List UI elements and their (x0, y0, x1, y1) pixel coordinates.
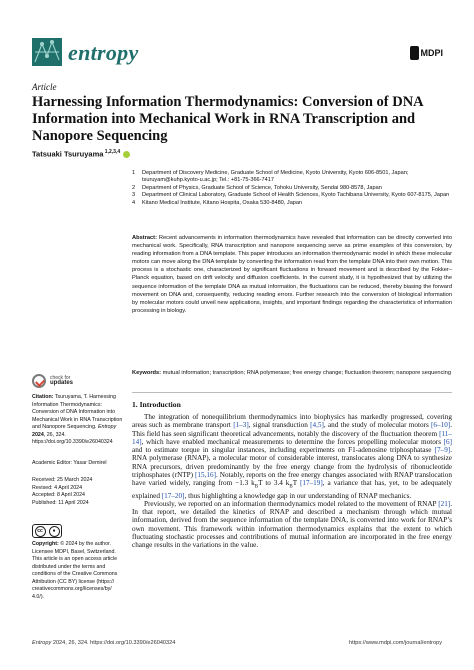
date-revised: Revised: 4 April 2024 (32, 484, 83, 491)
paragraph (132, 500, 452, 550)
reference-link[interactable]: [6–10] (431, 421, 451, 430)
abstract (132, 234, 452, 315)
journal-name[interactable]: entropy (68, 40, 139, 65)
check-for-updates-button[interactable] (32, 374, 73, 388)
keywords-text: mutual information; transcription; RNA polymerase; free energy change; fluctuation theorem; nanopore sequencing (162, 370, 452, 376)
copyright-label: Copyright: (32, 541, 59, 547)
citation-label: Citation: (32, 394, 54, 400)
affiliation-number: 4 (132, 199, 136, 206)
citation (32, 394, 124, 447)
text-run: , which have enabled mechanical measurements to determine the forces propelling molecular motors (141, 437, 444, 446)
text-run: . RNA polymerase (RNAP), a molecular motor of considerable interest, translocates along DNA to synthesize RNA precursors, driven predominantly by the free energy change from the hydrolysis of ribonucleotide triphosphates (rNTP) (132, 446, 452, 479)
keywords (132, 369, 452, 377)
affiliation-number: 3 (132, 192, 136, 199)
text-run: T to 3.4 k (258, 479, 290, 487)
reference-link[interactable]: [7–9] (434, 446, 451, 454)
cc-icon: cc (35, 526, 46, 537)
abstract-label: Abstract: (132, 235, 157, 241)
section-heading: 1. Introduction (132, 400, 181, 409)
keywords-label: Keywords: (132, 370, 162, 376)
affiliation-text: Department of Discovery Medicine, Graduate School of Medicine, Kyoto University, Kyoto 606-8501, Japan; tsuruyam@kuhp.kyoto-u.ac.jp; Tel.: +81-75-366-7417 (142, 170, 409, 184)
mdpi-logo-icon (410, 46, 419, 60)
author-line (32, 149, 130, 159)
author-affiliation-marks: 1,2,3,4 (103, 149, 121, 155)
reference-link[interactable]: [1–3] (233, 421, 249, 430)
footer-citation (32, 640, 175, 646)
academic-editor: Academic Editor: Yasar Demirel (32, 460, 107, 466)
check-updates-label (50, 376, 73, 387)
article-title: Harnessing Information Thermodynamics: Conversion of DNA Information into Mechanical Work in RNA Transcription and Nanopore Sequencing (32, 94, 423, 144)
footer-journal: Entropy (32, 640, 52, 646)
text-run: , signal transduction (248, 421, 311, 430)
date-published: Published: 11 April 2024 (32, 499, 89, 506)
body-text (132, 413, 452, 549)
text-run: . In that report, we detailed the kinetics of RNAP and described a mechanism through which mutual information, derived from the sequence information of the template DNA, is converted into work for RNAP’s own movement. This framework within information thermodynamics explains that the extent to which fluctuating stochastic processes and contributions of mutual information are incorporated in the free energy change results in the variations in the value. (132, 499, 452, 550)
text-run: , and the study of molecular motors (323, 421, 432, 430)
publisher-logo[interactable] (410, 44, 443, 62)
text-run: , a variance that has, yet, to be adequately explained (132, 479, 452, 500)
affiliation-number: 2 (132, 184, 136, 191)
citation-year: 2024 (32, 431, 44, 438)
journal-logo-icon (32, 38, 62, 66)
author-name[interactable]: Tatsuaki Tsuruyama (32, 149, 104, 159)
text-run: . This field has seen significant theoretical advancements, notably the discovery of the fluctuation theorem (132, 421, 452, 438)
page-footer (32, 640, 442, 646)
affiliation-text: Department of Physics, Graduate School of Science, Tohoku University, Sendai 980-8578, Japan (142, 184, 382, 191)
reference-link[interactable]: [15,16] (195, 470, 216, 479)
affiliation-number: 1 (132, 170, 136, 176)
text-run: The integration of nonequilibrium thermodynamics into biophysics has markedly progressed, covering areas such as membrane transport (132, 413, 452, 430)
publisher-name: MDPI (420, 48, 443, 58)
reference-link[interactable]: [17–19] (299, 479, 323, 487)
abstract-text: Recent advancements in information thermodynamics have revealed that information can be directly converted into mechanical work. Specifically, RNA transcription and nanopore sequencing serve as prime examples of this conversion, by reading information from a DNA template. This paper introduces an information thermodynamic model in which these molecular motors can move along the DNA template by converting the information read from the template DNA into their own motion. This process is a stochastic one, characterized by significant fluctuations in forward movement and is described by the Fokker–Planck equation, based on drift velocity and diffusion coefficients. In the current study, it is hypothesized that by utilizing the sequence information of the template DNA as mutual information, the fluctuations can be reduced, thereby biasing the forward movement on DNA and, consequently, reducing reading errors. Further research into the conversion of biological information by molecular motors could unveil new applications, insights, and important findings regarding the characteristics of information processing in biology. (132, 235, 452, 314)
footer-doi[interactable]: 2024, 26, 324. https://doi.org/10.3390/e26040324 (51, 640, 176, 646)
copyright (32, 541, 124, 601)
publication-dates (32, 477, 124, 507)
citation-text: Tsuruyama, T. Harnessing Information Thermodynamics: Conversion of DNA Information into Mechanical Work in RNA Transcription and Nanopore Sequencing. (32, 394, 123, 430)
text-run: , thus highlighting a knowledge gap in our understanding of RNAP mechanics. (184, 491, 412, 500)
date-accepted: Accepted: 8 April 2024 (32, 492, 86, 498)
copyright-text: © 2024 by the author. Licensee MDPI, Basel, Switzerland. This article is an open access article distributed under the terms and conditions of the Creative Commons Attribution (CC BY) license (https:// creativecommons.org/licenses/by/ 4.0/). (32, 541, 118, 600)
reference-link[interactable]: [11–14] (132, 429, 452, 446)
cc-license-badge[interactable] (32, 524, 62, 538)
text-run: Previously, we reported on an information thermodynamics model related to the movement of RNAP (144, 499, 439, 508)
footer-url[interactable]: https://www.mdpi.com/journal/entropy (349, 640, 442, 646)
affiliation-text: Kitano Medical Institute, Kitano Hospita, Osaka 530-8480, Japan (142, 199, 303, 206)
reference-link[interactable]: [4,5] (310, 421, 324, 430)
reference-link[interactable]: [6] (443, 437, 452, 446)
article-type: Article (32, 82, 57, 92)
affiliation-text: Department of Clinical Laboratory, Graduate School of Health Sciences, Kyoto Tachibana University, Kyoto 607-8175, Japan (142, 192, 450, 199)
text-run: and to estimate torque in singular instances, including experiments on F1-adenosine triphosphatase (132, 446, 435, 454)
citation-doi[interactable]: , 26, 324. https://doi.org/10.3390/e26040324 (32, 431, 113, 445)
check-updates-line: updates (50, 380, 74, 386)
affiliations (132, 170, 452, 207)
affiliation-item (132, 200, 452, 207)
check-updates-icon (32, 374, 46, 388)
text-run: . Notably, reports on the free energy changes associated with RNAP translocation have varied widely, ranging from −1.3 k (132, 470, 452, 487)
reference-link[interactable]: [21] (438, 499, 451, 508)
check-updates-line: check for (50, 374, 71, 381)
section-divider (132, 392, 452, 393)
affiliation-item (132, 192, 452, 199)
text-run: T (292, 479, 300, 487)
affiliation-item (132, 170, 452, 185)
paragraph: The integration of nonequilibrium thermodynamics into biophysics has markedly progressed, covering areas such as membrane transport [1–3], signal transduction [4,5], and the study of molecular motors [6–10]. This field has seen significant theoretical advancements, notably the discovery of the fluctuation theorem [11–14], which have enabled mechanical measurements to determine the forces propelling molecular motors [6] and to estimate torque in singular instances, including experiments on F1-adenosine triphosphatase [7–9]. RNA polymerase (RNAP), a molecular motor of considerable interest, translocates along DNA to synthesize RNA precursors, driven predominantly by the free energy change from the hydrolysis of ribonucleotide triphosphates (rNTP) [15,16]. Notably, reports on the free energy changes associated with RNAP translocation have varied widely, ranging from −1.3 $k_BT$ to 3.4 $k_BT$ [17–19], a variance that has, yet, to be adequately explained [17–20], thus highlighting a knowledge gap in our understanding of RNAP mechanics. (132, 413, 452, 500)
date-received: Received: 25 March 2024 (32, 477, 93, 483)
by-icon: ● (49, 526, 60, 537)
citation-journal: Entropy (97, 424, 117, 430)
affiliation-item (132, 185, 452, 192)
reference-link[interactable]: [17–20] (161, 491, 185, 500)
orcid-icon[interactable] (123, 151, 130, 158)
